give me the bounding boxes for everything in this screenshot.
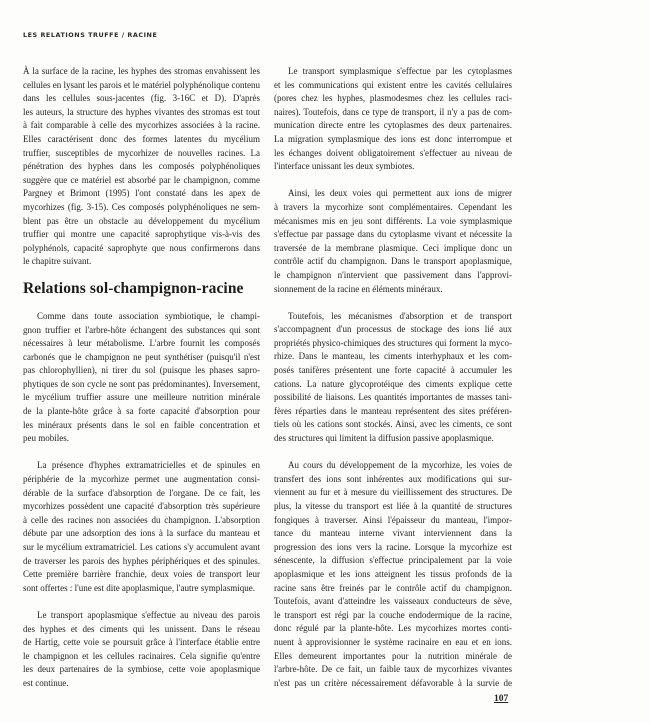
text-line: à travers la mycorhize sont complémentaires. Cependant les [274,201,512,212]
text-line: La présence d'hyphes extramatricielles et de spinules en [37,460,260,471]
text-line: est continue. [23,677,69,688]
left-paragraphs-after-heading [23,310,260,691]
text-line: La migration symplasmique des ions est donc interrompue et [274,133,512,144]
text-line: Au cours du développement de la mycorhize, les voies de [288,460,512,471]
paragraph [23,310,260,446]
text-line: mécanismes mis en jeu sont différents. La voie symplasmique [274,215,512,226]
paragraph [274,310,512,446]
text-line: sont offertes : l'une est dite apoplasmique, l'autre symplasmique. [23,582,256,593]
text-line: et les communications qui existent entre les cavités cellulaires [274,79,512,90]
text-line: débute par une adsorption des ions à la surface du manteau et [23,528,260,539]
paragraph [274,65,512,174]
text-line: Cette première barrière franchie, deux voies de transport leur [23,569,260,580]
text-line: l'arbre-hôte. De ce fait, un faible taux de mycorhizes vivantes [274,664,512,675]
text-line: dérable de la surface d'absorption de l'organe. De ce fait, les [23,487,260,498]
text-line: pénétration des hyphes dans les composés polyphénoliques [23,161,260,172]
text-line: traversée de la membrane plasmique. Ceci implique donc un [274,242,512,253]
text-line: à celle des racines non associées du champignon. L'absorption [23,514,260,525]
text-line: Comme dans toute association symbiotique, le champi- [37,310,260,321]
text-line: Elles caractérisent donc des formes latentes du mycélium [23,133,260,144]
page-number: 107 [494,694,509,704]
text-line: gnon truffier et l'arbre-hôte échangent des substances qui sont [23,324,260,335]
text-line: les auteurs, la structure des hyphes vivantes des stromas est tout [23,106,260,117]
text-line: de traverser les parois des hyphes périphériques et des spinules. [23,555,260,566]
text-line: suggère que ce matériel est absorbé par le champignon, comme [23,174,260,185]
text-line: de la plante-hôte grâce à sa forte capacité d'absorption pour [23,406,260,417]
text-line: transfert des ions sont inhérentes aux modifications qui sur- [274,473,512,484]
text-line: polyphénols, capacité saprophyte que nous confirmerons dans [23,242,260,253]
text-line: munication directe entre les cytoplasmes des deux partenaires. [274,120,512,131]
left-paragraphs-before-heading [23,65,260,269]
text-line: truffier qui montre une capacité saprophytique vis-à-vis des [23,229,260,240]
text-line: sionnement de la racine en éléments minéraux. [274,283,443,294]
text-line: tiels où les cations sont stockés. Ainsi, avec les ciments, ce sont [274,419,512,430]
text-line: dans les cellules sous-jacentes (fig. 3-16C et D). D'après [23,93,260,104]
text-line: blent pas être un obstacle au développement du mycélium [23,215,260,226]
paragraph [23,65,260,269]
text-line: (pores chez les hyphes, plasmodesmes chez les cellules raci- [274,93,512,104]
left-column [23,65,260,691]
text-line: Toutefois, les mécanismes d'absorption et de transport [288,310,512,321]
text-line: Le transport apoplasmique s'effectue au niveau des parois [37,609,260,620]
right-column [274,65,512,690]
text-line: le champignon et les cellules racinaires. Cela signifie qu'entre [23,650,260,661]
text-line: mycorhizes possèdent une capacité d'absorption très supérieure [23,501,260,512]
text-line: contrôle actif du champignon. Dans le transport apoplasmique, [274,256,512,267]
text-line: pas chlorophyllien), ni tirer du sol (puisque les phases sapro- [23,365,260,376]
text-line: s'effectue par passage dans du cytoplasme vivant et nécessite la [274,229,512,240]
text-line: posés tanifères présentent une forte capacité à accumuler les [274,365,512,376]
text-line: tance du manteau interne vivant interviennent dans la [274,528,512,539]
section-heading: Relations sol-champignon-racine [23,279,244,297]
text-line: n'est pas un critère nécessairement défavorable à la survie de [274,677,512,688]
text-line: sénescente, la diffusion s'effectue principalement par la voie [274,555,512,566]
text-line: progression des ions vers la racine. Lorsque la mycorhize est [274,541,512,552]
text-line: peu mobiles. [23,433,69,444]
text-line: viennent au fur et à mesure du vieillissement des structures. De [274,487,512,498]
text-line: fongiques à traverser. Ainsi l'épaisseur du manteau, l'impor- [274,514,512,525]
text-line: donc régulé par la plante-hôte. Les mycorhizes mortes conti- [274,623,512,634]
text-line: l'interface unissant les deux symbiotes. [274,161,415,172]
text-line: apoplasmique et les ions atteignent les tissus profonds de la [274,568,512,579]
text-line: phytiques de son cycle ne sont pas prédominantes). Inversement, [23,378,260,389]
text-line: carbonés que le champignon ne peut synthétiser (puisqu'il n'est [23,351,260,362]
text-line: les minéraux présents dans le sol en faible concentration et [23,419,260,430]
text-line: Toutefois, avant d'atteindre les vaisseaux conducteurs de sève, [274,596,512,607]
text-line: plus, la vitesse du transport est liée à la quantité de structures [274,501,512,511]
text-line: propriétés physico-chimiques des structures qui forment la myco- [274,337,512,348]
text-line: rhize. Dans le manteau, les ciments interhyphaux et les com- [274,351,512,362]
running-head: LES RELATIONS TRUFFE / RACINE [23,31,158,39]
text-line: truffier, susceptibles de mycorhizer de nouvelles racines. La [23,147,260,158]
text-line: de Hartig, cette voie se poursuit grâce à l'interface établie entre [23,637,260,648]
text-line: les deux partenaires de la symbiose, cette voie apoplasmique [23,664,260,675]
text-line: Ainsi, les deux voies qui permettent aux ions de migrer [288,188,512,199]
paragraph [274,459,512,690]
text-line: le mycélium truffier assure une meilleure nutrition minérale [23,392,260,403]
text-line: le chapitre suivant. [23,256,92,267]
text-line: le transport est régi par la couche endodermique de la racine, [274,609,512,620]
text-line: possibilité de liaisons. Les quantités importantes de masses tani- [274,392,512,403]
text-line: fères réparties dans le manteau représentent des sites préféren- [274,405,512,416]
text-line: racine sans être freinés par le contrôle actif du champignon. [274,582,512,593]
text-line: les échanges doivent obligatoirement s'effectuer au niveau de [274,147,512,158]
text-line: À la surface de la racine, les hyphes des stromas envahissent les [23,66,260,76]
text-line: des hyphes et des ciments qui les unissent. Dans le réseau [23,623,260,634]
text-line: cellules en lysant les parois et le matériel polyphénolique contenu [23,79,260,90]
text-line: périphérie de la mycorhize permet une augmentation consi- [23,474,260,485]
text-line: nuent à approvisionner le système racinaire en eau et en ions. [274,636,512,647]
paragraph [23,459,260,595]
text-line: nécessaires à leur métabolisme. L'arbre fournit les composés [23,338,260,349]
text-line: Elles demeurent importantes pour la nutrition minérale de [274,650,512,661]
text-line: mycorhizes (fig. 3-15). Ces composés polyphénoliques ne sem- [23,201,260,212]
text-line: sur le mycélium extramatriciel. Les cations s'y accumulent avant [23,542,260,552]
text-line: des structures qui limitent la diffusion passive apoplasmique. [274,433,494,444]
text-line: Pargney et Brimont (1995) l'ont constaté dans les apex de [23,188,260,199]
text-line: le champignon n'intervient que passivement dans l'approvi- [274,269,512,280]
paragraph [23,609,260,691]
text-line: s'accompagnent d'un processus de stockage des ions lié aux [274,324,512,335]
text-line: à fait comparable à celle des mycorhizes associées à la racine. [23,120,260,131]
paragraph [274,187,512,296]
text-line: naires). Toutefois, dans ce type de transport, il n'y a pas de com- [274,106,512,117]
text-line: Le transport symplasmique s'effectue par les cytoplasmes [288,66,512,76]
text-line: cations. La nature glycoprotéique des ciments explique cette [274,378,512,389]
